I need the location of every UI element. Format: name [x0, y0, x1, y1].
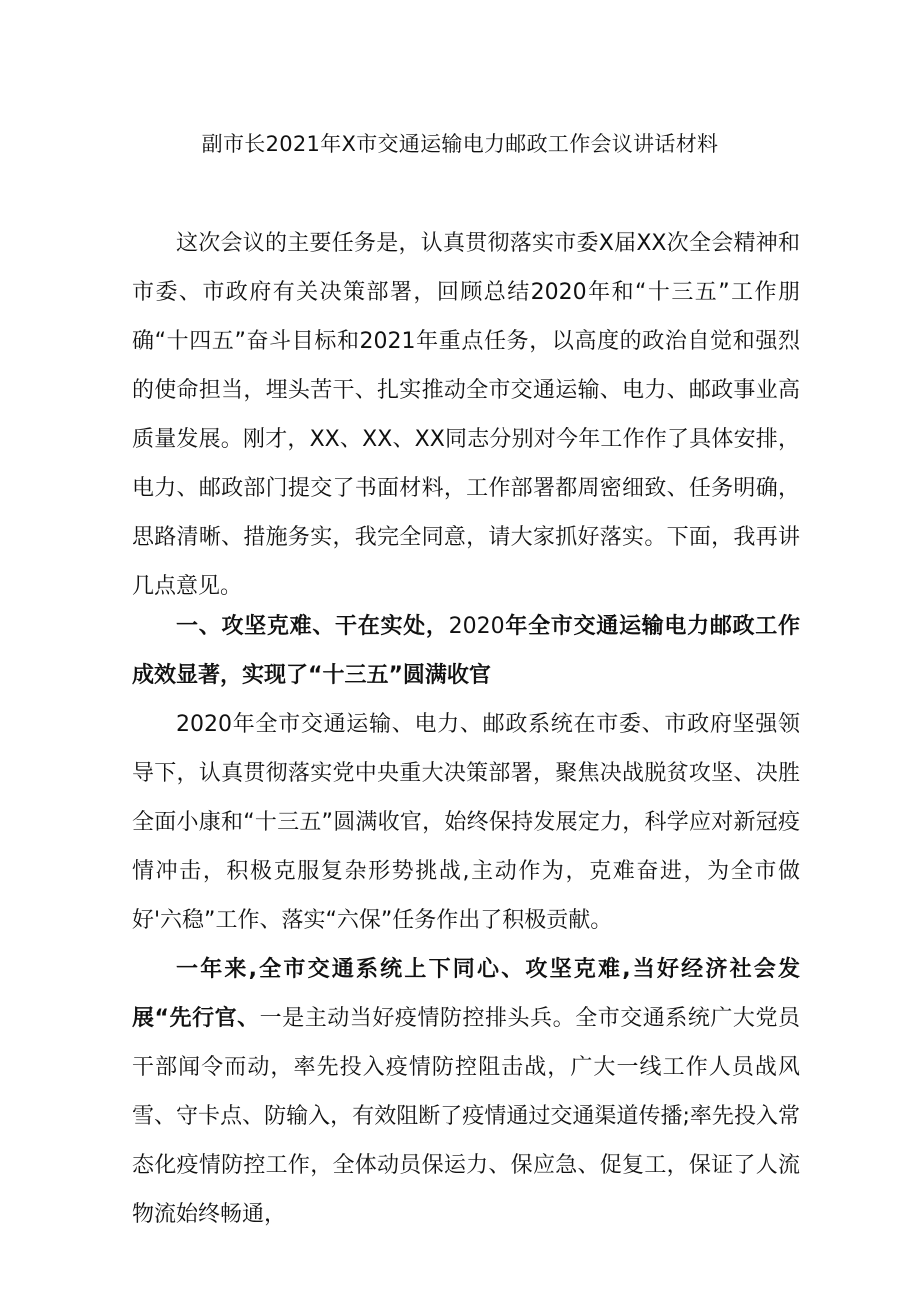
section-heading-one [132, 602, 800, 700]
paragraph-2020-summary [132, 700, 800, 945]
section-heading-bold-part-b: 年全市交通运输电力邮政工作成效显著，实现了“十三五”圆满收官 [132, 614, 800, 688]
paragraph-year-review [132, 945, 800, 1239]
paragraph-text: 一是主动当好疫情防控排头兵。全市交通系统广大党员干部闻令而动，率先投入疫情防控阻击战，广大一线工作人员战风雪、守卡点、防输入，有效阻断了疫情通过交通渠道传播;率先投入常态化疫情防控工作，全体动员保运力、保应急、促复工，保证了人流物流始终畅通， [132, 1006, 800, 1227]
paragraph-bold-lead: 一年来,全市交通系统上下同心、攻坚克难,当好经济社会发展“先行官、 [132, 957, 800, 1031]
document-title: 副市长2021年X市交通运输电力邮政工作会议讲话材料 [201, 132, 719, 156]
section-heading-bold-part-a: 一、攻坚克难、干在实处， [176, 614, 449, 639]
section-heading-year: 2020 [448, 614, 505, 639]
paragraph-text: 这次会议的主要任务是，认真贯彻落实市委X届XX次全会精神和市委、市政府有关决策部署，回顾总结2020年和“十三五”工作朋确“十四五”奋斗目标和2021年重点任务，以高度的政治自觉和强烈的使命担当，埋头苦干、扎实推动全市交通运输、电力、邮政事业高质量发展。刚才，XX、XX、XX同志分别对今年工作作了具体安排，电力、邮政部门提交了书面材料，工作部署都周密细致、任务明确，思路清晰、措施务实，我完全同意，请大家抓好落实。下面，我再讲几点意见。 [132, 231, 800, 599]
paragraph-intro [132, 219, 800, 611]
paragraph-text: 2020年全市交通运输、电力、邮政系统在市委、市政府坚强领导下，认真贯彻落实党中央重大决策部署，聚焦决战脱贫攻坚、决胜全面小康和“十三五”圆满收官，始终保持发展定力，科学应对新冠疫情冲击，积极克服复杂形势挑战,主动作为，克难奋进，为全市做好'六稳”工作、落实“六保”任务作出了积极贡献。 [132, 712, 800, 933]
